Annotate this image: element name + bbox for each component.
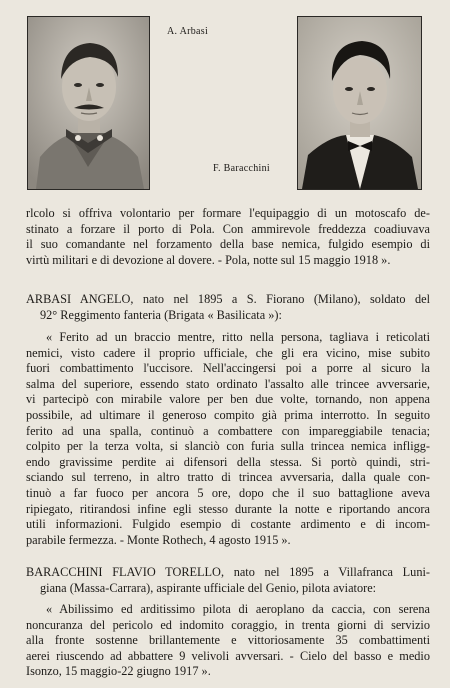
portrait-arbasi-image xyxy=(28,17,149,189)
heading-line: BARACCHINI FLAVIO TORELLO, nato nel 1895 a Villafranca Luni- xyxy=(26,565,430,579)
text-line: tinuò a far fuoco per ancora 5 ore, dopo che il suo battaglione aveva xyxy=(26,485,430,500)
text-line: « Abilissimo ed arditissimo pilota di aeroplano da caccia, con serena xyxy=(46,602,430,616)
text-line: colpito per la terza volta, si slanciò con furia sulla trincea nemica infligg- xyxy=(26,439,430,454)
text-line: endo gravissime perdite ai difensori della stessa. Si portò quindi, stri- xyxy=(26,454,430,469)
arbasi-citation xyxy=(26,330,430,548)
portrait-baracchini xyxy=(297,16,422,190)
text-line: vi partecipò con mirabile valore per ben due volte, tornando, non appena xyxy=(26,392,430,407)
text-line: aerei riuscendo ad abbattere 9 velivoli avversari. - Cielo del basso e medio xyxy=(26,648,430,663)
text-line: fuori combattimento l'uccisore. Nell'accingersi poi a porre al sicuro la xyxy=(26,361,430,376)
text-line: utili informazioni. Fulgido esempio di costante ardimento e di incom- xyxy=(26,517,430,532)
text-line: noncuranza del pericolo ed indomito coraggio, in trenta giorni di servizio xyxy=(26,617,430,632)
citation-continuation xyxy=(26,206,430,268)
caption-arbasi: A. Arbasi xyxy=(167,26,209,37)
portrait-baracchini-image xyxy=(298,17,421,189)
text-line: ripiegato, ritirandosi infine egli stesso durante la notte e riportando ancora xyxy=(26,501,430,516)
text-line: il suo comandante nel forzamento della base nemica, fulgido esempio di xyxy=(26,237,430,252)
text-line: alla fronte sostenne brillantemente e vittoriosamente 35 combattimenti xyxy=(26,633,430,648)
text-line: rlcolo si offriva volontario per formare l'equipaggio di un motoscafo de- xyxy=(26,206,430,220)
text-line: salma del superiore, essendo stato ordinato l'assalto alle trincee avversarie, xyxy=(26,376,430,391)
text-line: Isonzo, 15 maggio-22 giugno 1917 ». xyxy=(26,664,211,679)
text-line: nemici, visto cadere il proprio ufficiale, che gli era vicino, mise subito xyxy=(26,345,430,360)
baracchini-heading xyxy=(26,565,430,596)
caption-baracchini: F. Baracchini xyxy=(213,163,270,174)
text-line: stinato a forzare il porto di Pola. Con ammirevole freddezza coadiuvava xyxy=(26,221,430,236)
heading-line: ARBASI ANGELO, nato nel 1895 a S. Fiorano (Milano), soldato del xyxy=(26,292,430,306)
baracchini-citation xyxy=(26,602,430,680)
heading-line: giana (Massa-Carrara), aspirante ufficiale del Genio, pilota aviatore: xyxy=(40,580,377,595)
portrait-arbasi xyxy=(27,16,150,190)
text-line: parabile fermezza. - Monte Rothech, 4 agosto 1915 ». xyxy=(26,532,291,547)
text-line: sciando sul terreno, in altro tratto di trincea avversaria, dalla quale con- xyxy=(26,470,430,485)
text-line: virtù militari e di devozione al dovere. - Pola, notte sul 15 maggio 1918 ». xyxy=(26,252,391,267)
text-line: possibile, ad ultimare il generoso compito già prima interrotto. In seguito xyxy=(26,407,430,422)
arbasi-heading xyxy=(26,292,430,323)
text-line: « Ferito ad un braccio mentre, ritto nella persona, tagliava i reticolati xyxy=(46,330,430,344)
heading-line: 92° Reggimento fanteria (Brigata « Basilicata »): xyxy=(40,307,282,322)
text-line: ferito ad una spalla, continuò a combattere con impareggiabile tenacia; xyxy=(26,423,430,438)
